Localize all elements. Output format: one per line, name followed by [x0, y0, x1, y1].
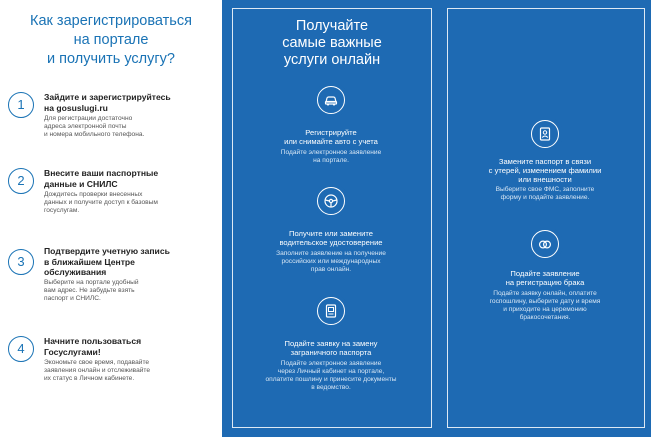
step-description: Для регистрации достаточно адреса электронной почты и номера мобильного телефона. [44, 115, 145, 138]
service-title: Замените паспорт в связи с утерей, изменением фамилии или внешности [488, 157, 602, 184]
service-description: Заполните заявление на получение российских или международных прав онлайн. [276, 250, 386, 273]
service-car-registration [247, 86, 415, 176]
id-card-icon [531, 120, 559, 148]
service-description: Подайте электронное заявление на портале. [280, 149, 382, 164]
step-title: Зайдите и зарегистрируйтесь на gosuslugi.ru [44, 92, 171, 113]
step-number: 4 [8, 336, 34, 362]
step-description: Дождитесь проверки внесенных данных и получите доступ к базовым госуслугам. [44, 191, 158, 214]
service-foreign-passport [242, 297, 420, 407]
service-title: Получите или замените водительское удостоверение [279, 229, 383, 247]
service-description: Выберите свое ФМС, заполните форму и подайте заявление. [495, 186, 595, 201]
service-description: Подайте электронное заявление через Личный кабинет на портале, оплатите пошлину и принесите документы в ведомство. [265, 360, 397, 391]
guide-title-line: и получить услугу? [47, 51, 175, 67]
service-passport-replacement [459, 120, 631, 215]
service-description: Подайте заявку онлайн, оплатите госпошлину, выберите дату и время и приходите на церемонию бракосочетания. [489, 290, 601, 321]
guide-title-line: на портале [73, 32, 149, 48]
service-title: Подайте заявку на замену заграничного паспорта [284, 339, 378, 357]
step-title: Внесите ваши паспортные данные и СНИЛС [44, 168, 159, 189]
guide-title-line: Как зарегистрироваться [30, 13, 192, 29]
guide-title [8, 12, 214, 69]
registration-guide [0, 0, 222, 437]
rings-icon [531, 230, 559, 258]
step-description: Выберите на портале удобный вам адрес. Не забудьте взять паспорт и СНИЛС. [44, 279, 139, 302]
step-number: 3 [8, 249, 34, 275]
service-title: Регистрируйте или снимайте авто с учета [284, 128, 378, 146]
steering-wheel-icon [317, 187, 345, 215]
step-number: 2 [8, 168, 34, 194]
service-marriage-registration [459, 230, 631, 335]
step-number: 1 [8, 92, 34, 118]
passport-icon [317, 297, 345, 325]
service-title: Подайте заявление на регистрацию брака [505, 269, 585, 287]
services-header: Получайте самые важные услуги онлайн [282, 18, 382, 68]
car-icon [317, 86, 345, 114]
step-description: Экономьте свое время, подавайте заявления онлайн и отслеживайте их статус в Личном кабинете. [44, 359, 151, 382]
step-title: Подтвердите учетную запись в ближайшем Центре обслуживания [44, 246, 170, 277]
service-driver-license [247, 187, 415, 277]
panel-frame [447, 8, 645, 428]
step-title: Начните пользоваться Госуслугами! [44, 336, 142, 357]
